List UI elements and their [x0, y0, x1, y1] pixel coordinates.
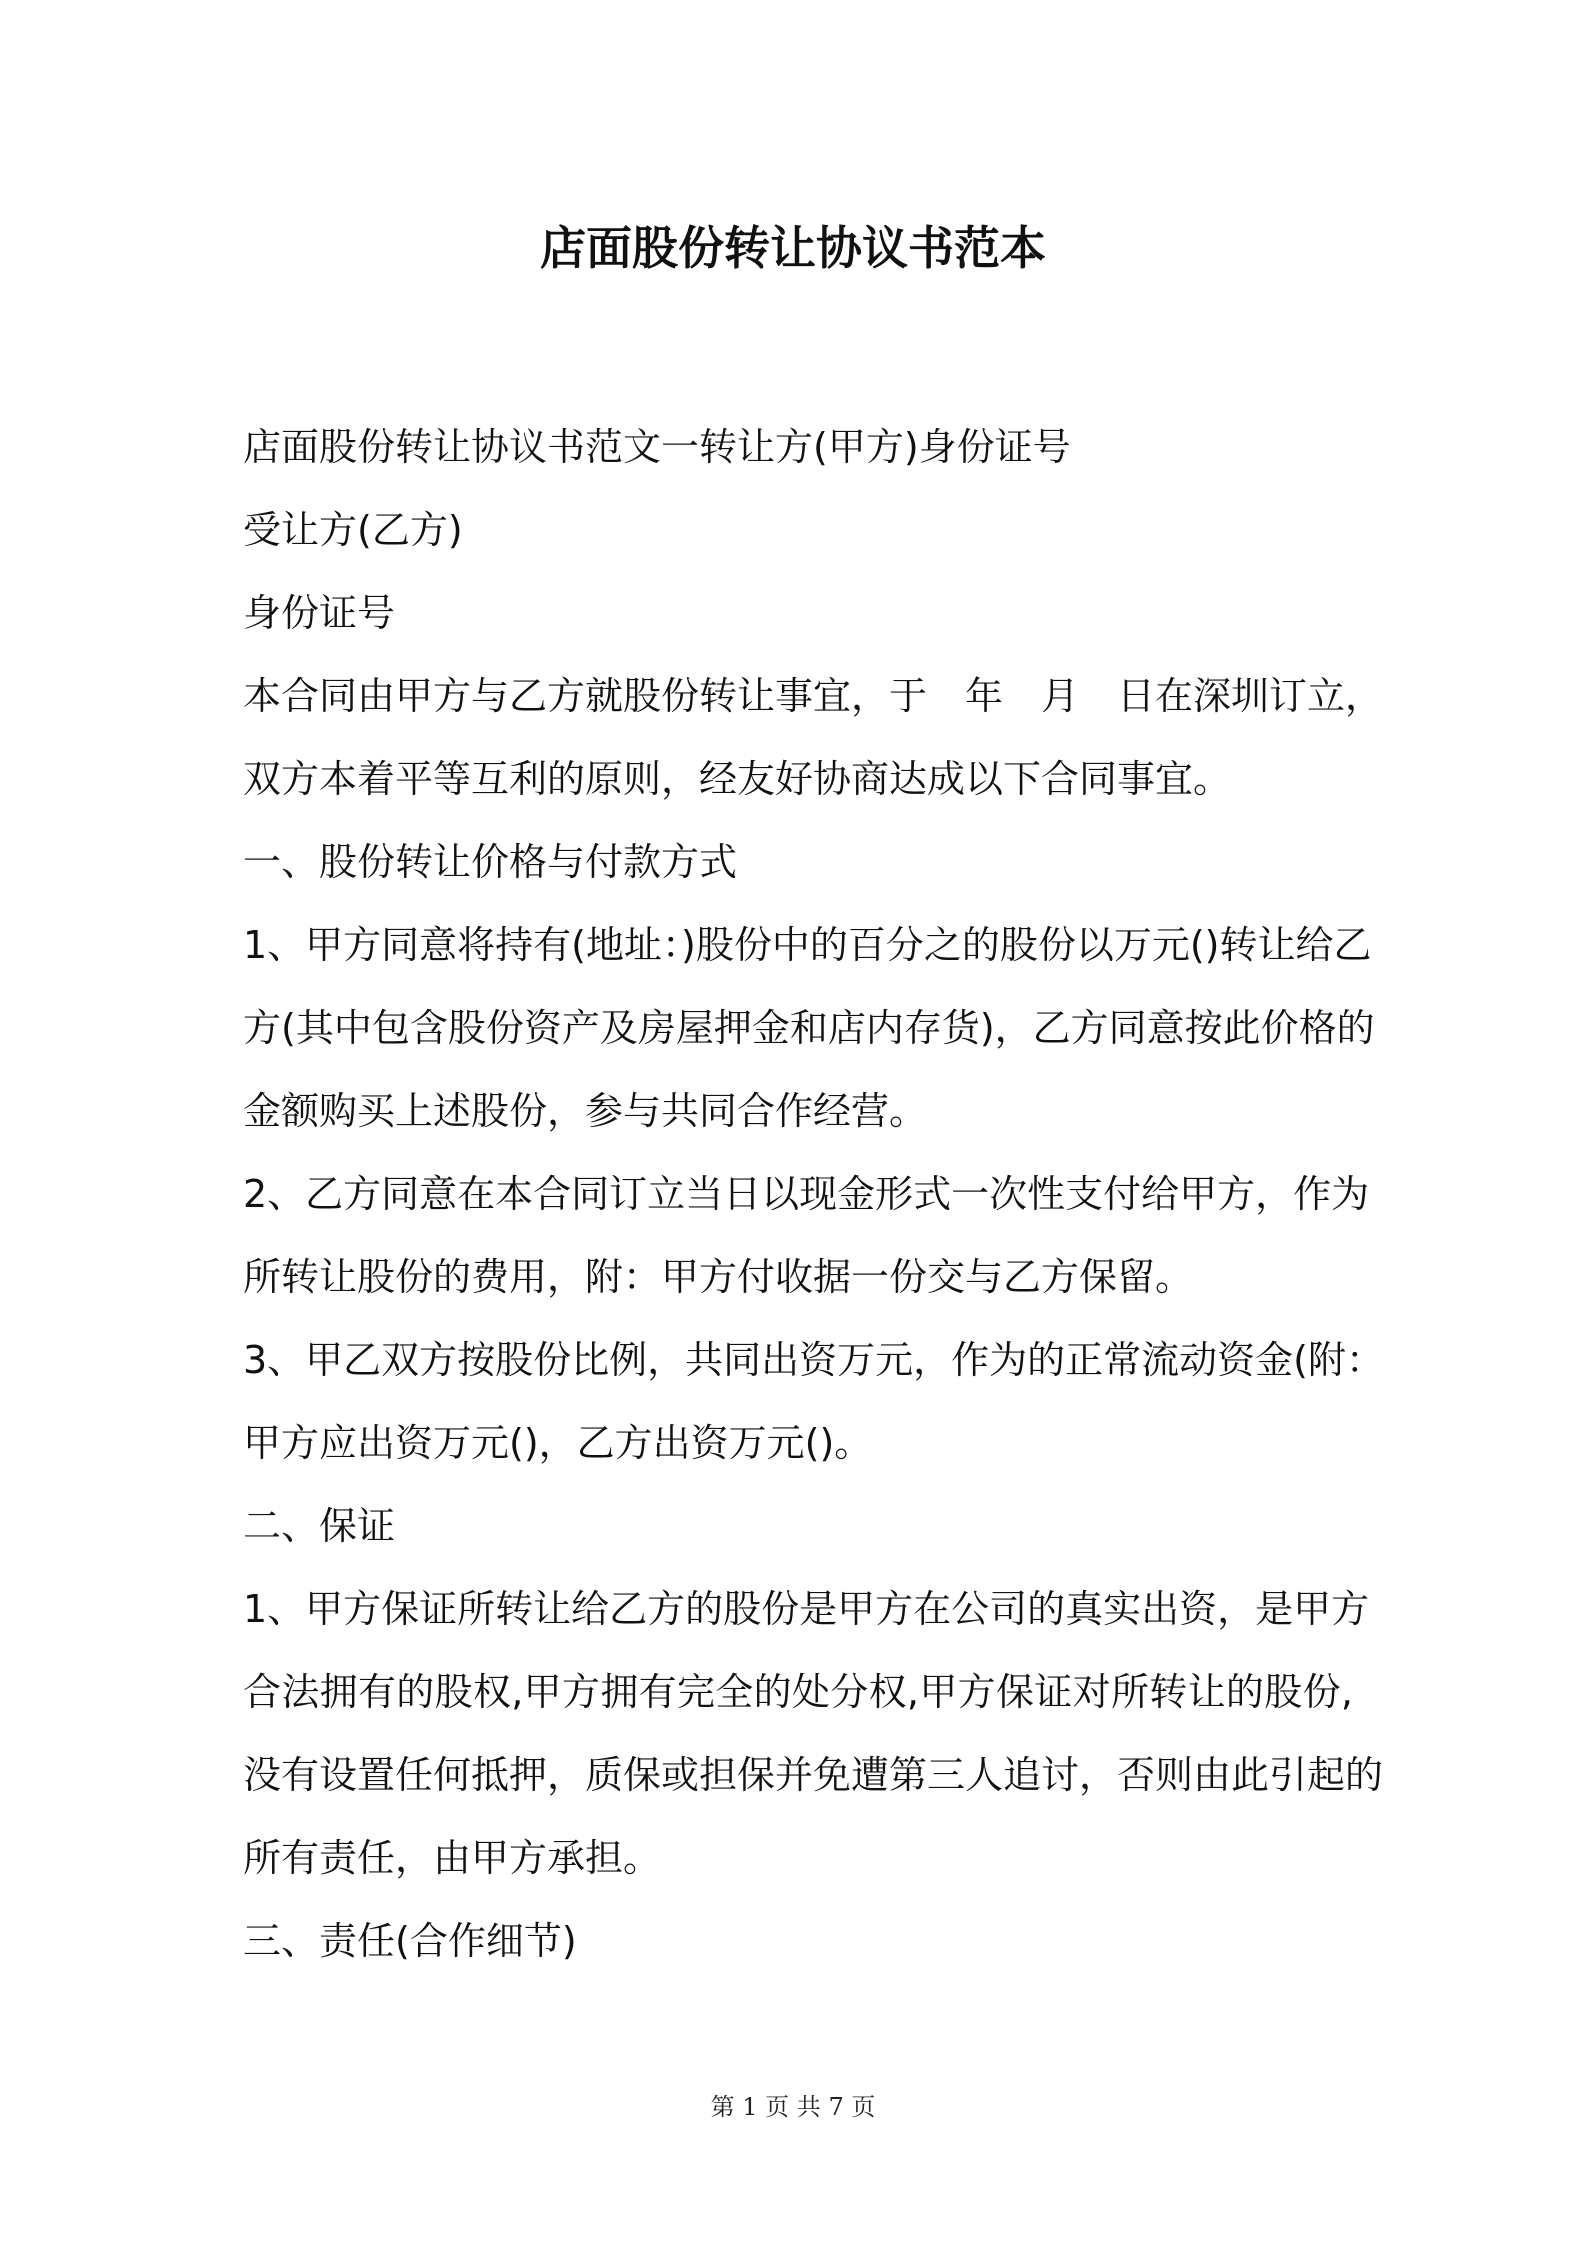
paragraph-line: 没有设置任何抵押，质保或担保并免遭第三人追讨，否则由此引起的 — [243, 1753, 1384, 1797]
section-heading: 三、责任(合作细节) — [243, 1919, 577, 1963]
paragraph-line: 方(其中包含股份资产及房屋押金和店内存货)，乙方同意按此价格的 — [243, 1006, 1375, 1050]
paragraph-line: 3、甲乙双方按股份比例，共同出资万元，作为的正常流动资金(附： — [243, 1338, 1385, 1382]
paragraph-line: 2、乙方同意在本合同订立当日以现金形式一次性支付给甲方，作为 — [243, 1172, 1370, 1216]
section-heading: 二、保证 — [243, 1504, 396, 1548]
document-body — [243, 406, 1385, 1983]
paragraph-line: 双方本着平等互利的原则，经友好协商达成以下合同事宜。 — [243, 757, 1232, 801]
document-title: 店面股份转让协议书范本 — [540, 221, 1046, 275]
paragraph-line: 所转让股份的费用，附：甲方付收据一份交与乙方保留。 — [243, 1255, 1194, 1299]
paragraph-line: 1、甲方保证所转让给乙方的股份是甲方在公司的真实出资，是甲方 — [243, 1587, 1370, 1631]
paragraph-line: 本合同由甲方与乙方就股份转让事宜，于 年 月 日在深圳订立， — [243, 674, 1384, 718]
page-footer: 第 1 页 共 7 页 — [710, 2093, 876, 2121]
paragraph-line: 店面股份转让协议书范文一转让方(甲方)身份证号 — [243, 425, 1071, 469]
section-heading: 一、股份转让价格与付款方式 — [243, 840, 738, 884]
paragraph-line: 受让方(乙方) — [243, 508, 463, 552]
paragraph-line: 合法拥有的股权,甲方拥有完全的处分权,甲方保证对所转让的股份, — [243, 1670, 1353, 1714]
paragraph-line: 身份证号 — [243, 591, 396, 635]
paragraph-line: 金额购买上述股份，参与共同合作经营。 — [243, 1089, 928, 1133]
paragraph-line: 所有责任，由甲方承担。 — [243, 1836, 662, 1880]
paragraph-line: 1、甲方同意将持有(地址：)股份中的百分之的股份以万元()转让给乙 — [243, 923, 1372, 967]
paragraph-line: 甲方应出资万元()，乙方出资万元()。 — [243, 1421, 873, 1465]
